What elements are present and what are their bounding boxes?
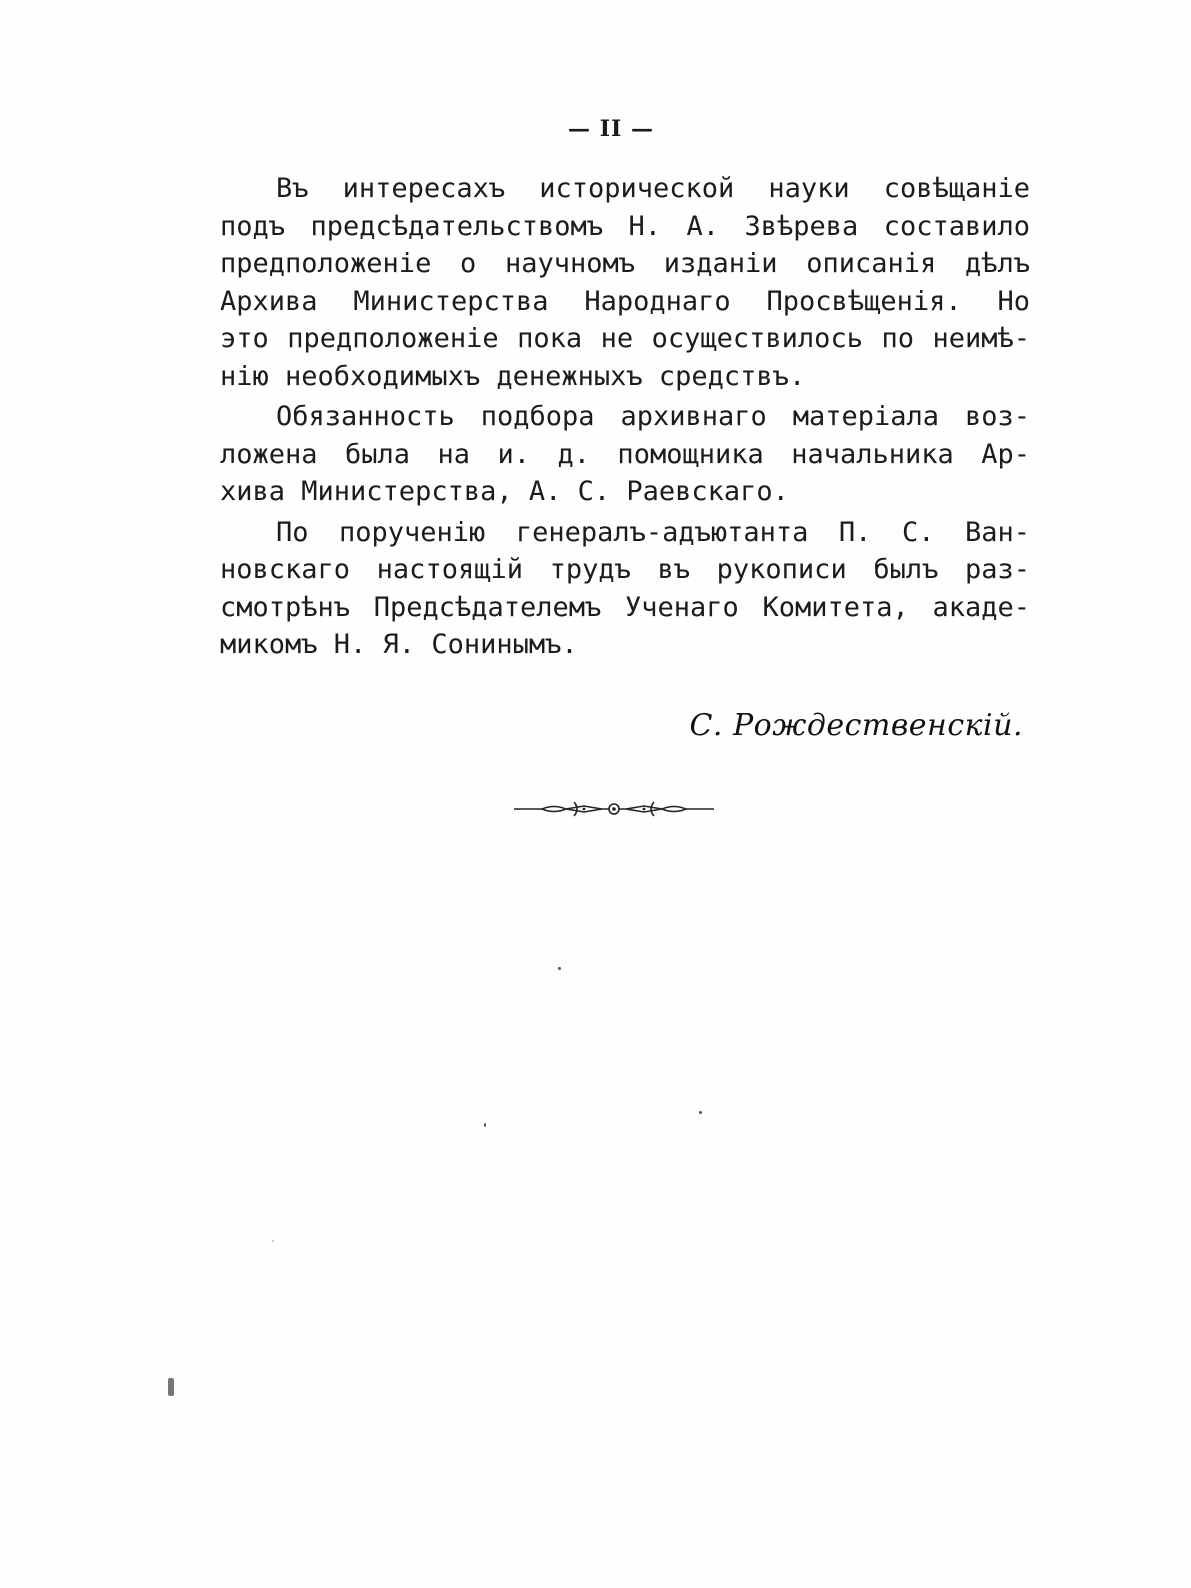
scan-speck (699, 1111, 702, 1114)
scan-speck (484, 1123, 486, 1127)
text-line: новскаго настоящій трудъ въ рукописи былъ раз- (220, 554, 1030, 585)
paragraph-1 (220, 170, 1030, 395)
text-line: По порученію генералъ-адъютанта П. С. Ван- (276, 516, 1030, 548)
text-line: нію необходимыхъ денежныхъ средствъ. (220, 360, 806, 392)
body-text (220, 170, 1030, 667)
text-line: смотрѣнъ Предсѣдателемъ Ученаго Комитета, акаде- (220, 591, 1030, 623)
signature: С. Рождественскій. (689, 708, 1023, 743)
text-line: Архива Министерства Народнаго Просвѣщенія. Но (220, 285, 1030, 317)
scan-speck (168, 1378, 174, 1396)
text-line: подъ предсѣдательствомъ Н. А. Звѣрева составило (220, 210, 1030, 242)
ornament-divider-icon (514, 798, 714, 820)
scan-speck (558, 967, 561, 970)
paragraph-3 (220, 514, 1030, 664)
text-line: предположеніе о научномъ изданіи описанія дѣлъ (220, 248, 1030, 279)
text-line: микомъ Н. Я. Сонинымъ. (220, 629, 578, 660)
text-line: хива Министерства, А. С. Раевскаго. (220, 476, 789, 507)
page-number: — II — (568, 116, 654, 142)
paragraph-2 (220, 398, 1030, 511)
scan-speck (272, 1240, 274, 1242)
text-line: ложена была на и. д. помощника начальника Ар- (220, 438, 1030, 470)
text-line: это предположеніе пока не осуществилось по неимѣ- (220, 323, 1030, 354)
text-line: Обязанность подбора архивнаго матеріала воз- (276, 401, 1030, 432)
text-line: Въ интересахъ исторической науки совѣщаніе (276, 173, 1030, 204)
